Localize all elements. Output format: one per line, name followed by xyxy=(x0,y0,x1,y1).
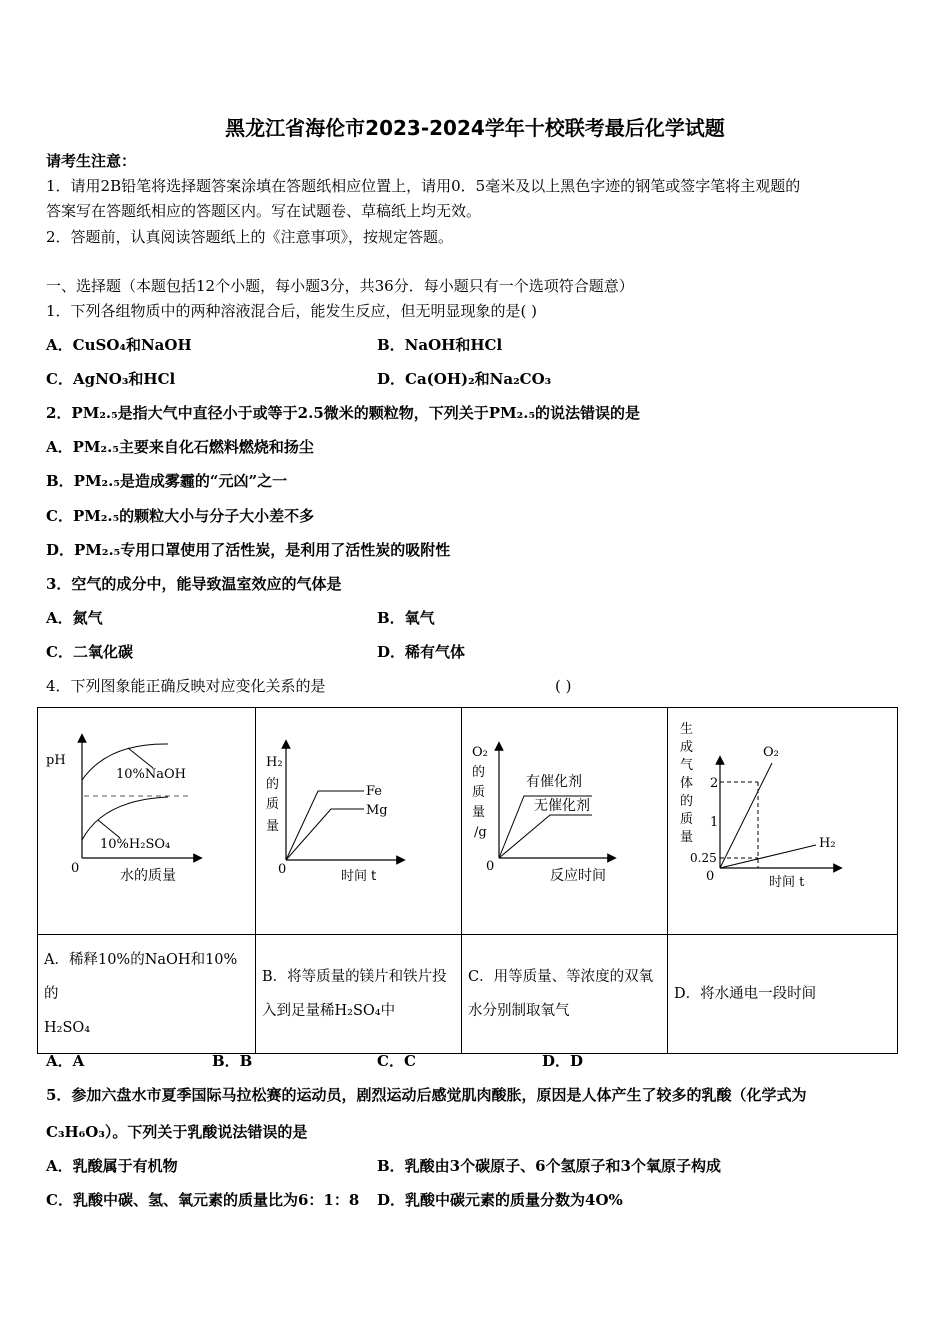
o2-line xyxy=(720,763,772,868)
caption-text: H₂SO₄ xyxy=(44,1020,91,1036)
origin-label: 0 xyxy=(71,861,80,876)
caption-a xyxy=(38,935,256,1054)
caption-c: C．用等质量、等浓度的双氧水分别制取氧气 xyxy=(462,935,668,1054)
q3-stem: 3．空气的成分中，能导致温室效应的气体是 xyxy=(46,575,342,593)
y-label: 成 xyxy=(680,740,694,755)
q2-option-b: B．PM₂.₅是造成雾霾的“元凶”之一 xyxy=(46,472,288,490)
q4-stem: 4．下列图象能正确反映对应变化关系的是 xyxy=(46,677,326,695)
q5-option-c: C．乳酸中碳、氢、氧元素的质量比为6：1：8 xyxy=(46,1191,360,1209)
series-label: 无催化剂 xyxy=(534,798,590,814)
caption-b: B．将等质量的镁片和铁片投入到足量稀H₂SO₄中 xyxy=(256,935,462,1054)
q4-option-d: D．D xyxy=(542,1052,584,1070)
graph-c-cell xyxy=(462,708,668,935)
caption-text: 的 xyxy=(44,986,59,1002)
page-title: 黑龙江省海伦市2023-2024学年十校联考最后化学试题 xyxy=(225,116,725,140)
h2so4-curve xyxy=(82,797,168,840)
q3-option-b: B．氧气 xyxy=(377,609,435,627)
y-label: 生 xyxy=(680,722,694,737)
h2-line xyxy=(720,845,816,868)
section-heading: 一、选择题（本题包括12个小题，每小题3分，共36分．每小题只有一个选项符合题意） xyxy=(46,277,634,295)
x-label: 时间 t xyxy=(341,869,377,884)
y-label: pH xyxy=(46,753,66,768)
y-label: 的 xyxy=(680,794,694,809)
series-label: 10%H₂SO₄ xyxy=(100,837,171,852)
q3-option-c: C．二氧化碳 xyxy=(46,643,133,661)
series-label: O₂ xyxy=(763,745,779,760)
y-label: 的 xyxy=(266,777,280,792)
q3-option-a: A．氮气 xyxy=(46,609,103,627)
y-label: 的 xyxy=(472,765,486,780)
q3-option-d: D．稀有气体 xyxy=(377,643,466,661)
x-label: 时间 t xyxy=(769,875,805,890)
notice-item-1-cont: 答案写在答题纸相应的答题区内。写在试题卷、草稿纸上均无效。 xyxy=(46,202,482,220)
q1-option-d: D．Ca(OH)₂和Na₂CO₃ xyxy=(377,370,552,388)
q1-option-b: B．NaOH和HCl xyxy=(377,336,503,354)
q5-option-d: D．乳酸中碳元素的质量分数为4O% xyxy=(377,1191,623,1209)
q2-option-d: D．PM₂.₅专用口罩使用了活性炭，是利用了活性炭的吸附性 xyxy=(46,541,451,559)
series-label: H₂ xyxy=(819,836,836,851)
y-label: 气 xyxy=(680,758,694,773)
notice-item-1: 1．请用2B铅笔将选择题答案涂填在答题纸相应位置上，请用0．5毫米及以上黑色字迹的钢笔或签字笔将主观题的 xyxy=(46,177,801,195)
q4-option-c: C．C xyxy=(377,1052,416,1070)
y-label: 体 xyxy=(680,776,694,791)
y-label: H₂ xyxy=(266,755,283,770)
graph-d-cell xyxy=(668,708,898,935)
graph-d xyxy=(668,708,897,930)
q2-option-a: A．PM₂.₅主要来自化石燃料燃烧和扬尘 xyxy=(46,438,314,456)
graph-a xyxy=(38,708,255,930)
no-catalyst-line xyxy=(499,815,592,858)
q4-graph-table xyxy=(37,707,898,1054)
q1-option-a: A．CuSO₄和NaOH xyxy=(46,336,192,354)
series-label: 有催化剂 xyxy=(526,774,582,790)
y-label: O₂ xyxy=(472,745,488,760)
q4-option-a: A．A xyxy=(46,1052,85,1070)
graph-c xyxy=(462,708,667,930)
tick-label: 0.25 xyxy=(690,851,717,865)
q1-option-c: C．AgNO₃和HCl xyxy=(46,370,176,388)
fe-line xyxy=(286,791,364,860)
caption-d: D．将水通电一段时间 xyxy=(668,935,898,1054)
q5-option-b: B．乳酸由3个碳原子、6个氢原子和3个氧原子构成 xyxy=(377,1157,721,1175)
y-label: /g xyxy=(474,825,487,840)
q4-answer-paren: ( ) xyxy=(555,677,572,695)
graph-a-cell xyxy=(38,708,256,935)
origin-label: 0 xyxy=(486,859,495,874)
q1-stem: 1．下列各组物质中的两种溶液混合后，能发生反应，但无明显现象的是( ) xyxy=(46,302,538,320)
origin-label: 0 xyxy=(278,862,287,877)
y-label: 质 xyxy=(472,785,486,800)
x-label: 水的质量 xyxy=(120,868,176,884)
y-label: 量 xyxy=(266,819,280,834)
y-label: 量 xyxy=(680,830,694,845)
x-label: 反应时间 xyxy=(550,868,606,884)
series-label: 10%NaOH xyxy=(116,767,187,782)
y-label: 质 xyxy=(680,812,694,827)
series-label: Fe xyxy=(366,784,383,799)
q2-option-c: C．PM₂.₅的颗粒大小与分子大小差不多 xyxy=(46,507,315,525)
notice-item-2: 2．答题前，认真阅读答题纸上的《注意事项》，按规定答题。 xyxy=(46,228,454,246)
notice-heading: 请考生注意： xyxy=(46,152,137,170)
series-label: Mg xyxy=(366,803,388,818)
graph-b-cell xyxy=(256,708,462,935)
origin-label: 0 xyxy=(706,869,715,884)
q4-option-b: B．B xyxy=(212,1052,253,1070)
tick-label: 1 xyxy=(710,815,719,830)
q5-stem: 5．参加六盘水市夏季国际马拉松赛的运动员，剧烈运动后感觉肌肉酸胀，原因是人体产生了较多的乳酸（化学式为 xyxy=(46,1086,807,1104)
y-label: 量 xyxy=(472,805,486,820)
q5-stem-cont: C₃H₆O₃）。下列关于乳酸说法错误的是 xyxy=(46,1123,308,1141)
q2-stem: 2．PM₂.₅是指大气中直径小于或等于2.5微米的颗粒物，下列关于PM₂.₅的说法错误的是 xyxy=(46,404,641,422)
graph-b xyxy=(256,708,461,930)
q5-option-a: A．乳酸属于有机物 xyxy=(46,1157,178,1175)
y-label: 质 xyxy=(266,797,280,812)
tick-label: 2 xyxy=(710,776,719,791)
caption-text: A．稀释10%的NaOH和10% xyxy=(44,952,238,968)
